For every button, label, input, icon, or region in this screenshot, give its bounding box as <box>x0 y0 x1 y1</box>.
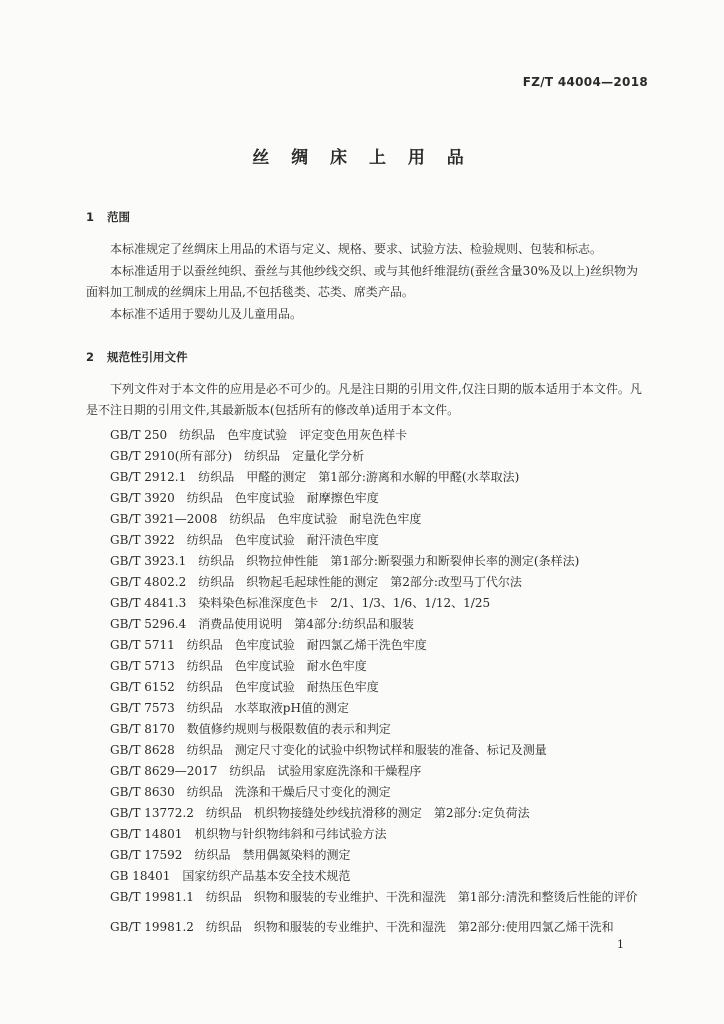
reference-item: GB/T 3922 纺织品 色牢度试验 耐汗渍色牢度 <box>110 533 379 547</box>
reference-item: GB/T 19981.1 纺织品 织物和服装的专业维护、干洗和湿洗 第1部分:清洗和整烫后性能的评价 <box>110 890 638 904</box>
page-number: 1 <box>617 938 624 951</box>
section-title: 范围 <box>107 210 131 224</box>
reference-item: GB 18401 国家纺织产品基本安全技术规范 <box>110 869 351 883</box>
section-number: 1 <box>86 210 95 224</box>
standard-code: FZ/T 44004—2018 <box>522 75 648 89</box>
section-heading-scope <box>86 209 130 225</box>
section-heading-normative-references <box>86 349 188 365</box>
reference-item: GB/T 4802.2 纺织品 织物起毛起球性能的测定 第2部分:改型马丁代尔法 <box>110 575 522 589</box>
section-number: 2 <box>86 350 95 364</box>
reference-item: GB/T 2912.1 纺织品 甲醛的测定 第1部分:游离和水解的甲醛(水萃取法) <box>110 470 520 484</box>
scope-paragraph: 本标准不适用于婴幼儿及儿童用品。 <box>110 307 303 321</box>
reference-item: GB/T 7573 纺织品 水萃取液pH值的测定 <box>110 701 349 715</box>
reference-item: GB/T 13772.2 纺织品 机织物接缝处纱线抗滑移的测定 第2部分:定负荷法 <box>110 806 530 820</box>
reference-item: GB/T 2910(所有部分) 纺织品 定量化学分析 <box>110 449 365 463</box>
reference-item: GB/T 5713 纺织品 色牢度试验 耐水色牢度 <box>110 659 367 673</box>
reference-item: GB/T 8629—2017 纺织品 试验用家庭洗涤和干燥程序 <box>110 764 422 778</box>
section-title: 规范性引用文件 <box>107 350 188 364</box>
reference-item: GB/T 5296.4 消费品使用说明 第4部分:纺织品和服装 <box>110 617 414 631</box>
references-intro: 下列文件对于本文件的应用是必不可少的。凡是注日期的引用文件,仅注日期的版本适用于本文件。凡是不注日期的引用文件,其最新版本(包括所有的修改单)适用于本文件。 <box>86 382 642 417</box>
reference-item: GB/T 5711 纺织品 色牢度试验 耐四氯乙烯干洗色牢度 <box>110 638 427 652</box>
reference-item: GB/T 3920 纺织品 色牢度试验 耐摩擦色牢度 <box>110 491 379 505</box>
document-title: 丝 绸 床 上 用 品 <box>252 148 472 168</box>
reference-item: GB/T 3921—2008 纺织品 色牢度试验 耐皂洗色牢度 <box>110 512 422 526</box>
reference-item: GB/T 4841.3 染料染色标准深度色卡 2/1、1/3、1/6、1/12、1/25 <box>110 596 491 610</box>
reference-item: GB/T 8630 纺织品 洗涤和干燥后尺寸变化的测定 <box>110 785 391 799</box>
reference-item: GB/T 6152 纺织品 色牢度试验 耐热压色牢度 <box>110 680 379 694</box>
reference-item: GB/T 8170 数值修约规则与极限数值的表示和判定 <box>110 722 391 736</box>
reference-item: GB/T 17592 纺织品 禁用偶氮染料的测定 <box>110 848 351 862</box>
reference-item: GB/T 8628 纺织品 测定尺寸变化的试验中织物试样和服装的准备、标记及测量 <box>110 743 547 757</box>
reference-item: GB/T 19981.2 纺织品 织物和服装的专业维护、干洗和湿洗 第2部分:使用四氯乙烯干洗和 <box>110 920 614 934</box>
scope-paragraph: 本标准适用于以蚕丝纯织、蚕丝与其他纱线交织、或与其他纤维混纺(蚕丝含量30%及以上)丝织物为面料加工制成的丝绸床上用品,不包括毯类、芯类、席类产品。 <box>86 264 639 299</box>
reference-item: GB/T 14801 机织物与针织物纬斜和弓纬试验方法 <box>110 827 387 841</box>
reference-item: GB/T 250 纺织品 色牢度试验 评定变色用灰色样卡 <box>110 428 408 442</box>
reference-item: GB/T 3923.1 纺织品 织物拉伸性能 第1部分:断裂强力和断裂伸长率的测定(条样法) <box>110 554 580 568</box>
scope-paragraph: 本标准规定了丝绸床上用品的术语与定义、规格、要求、试验方法、检验规则、包装和标志。 <box>110 242 603 256</box>
